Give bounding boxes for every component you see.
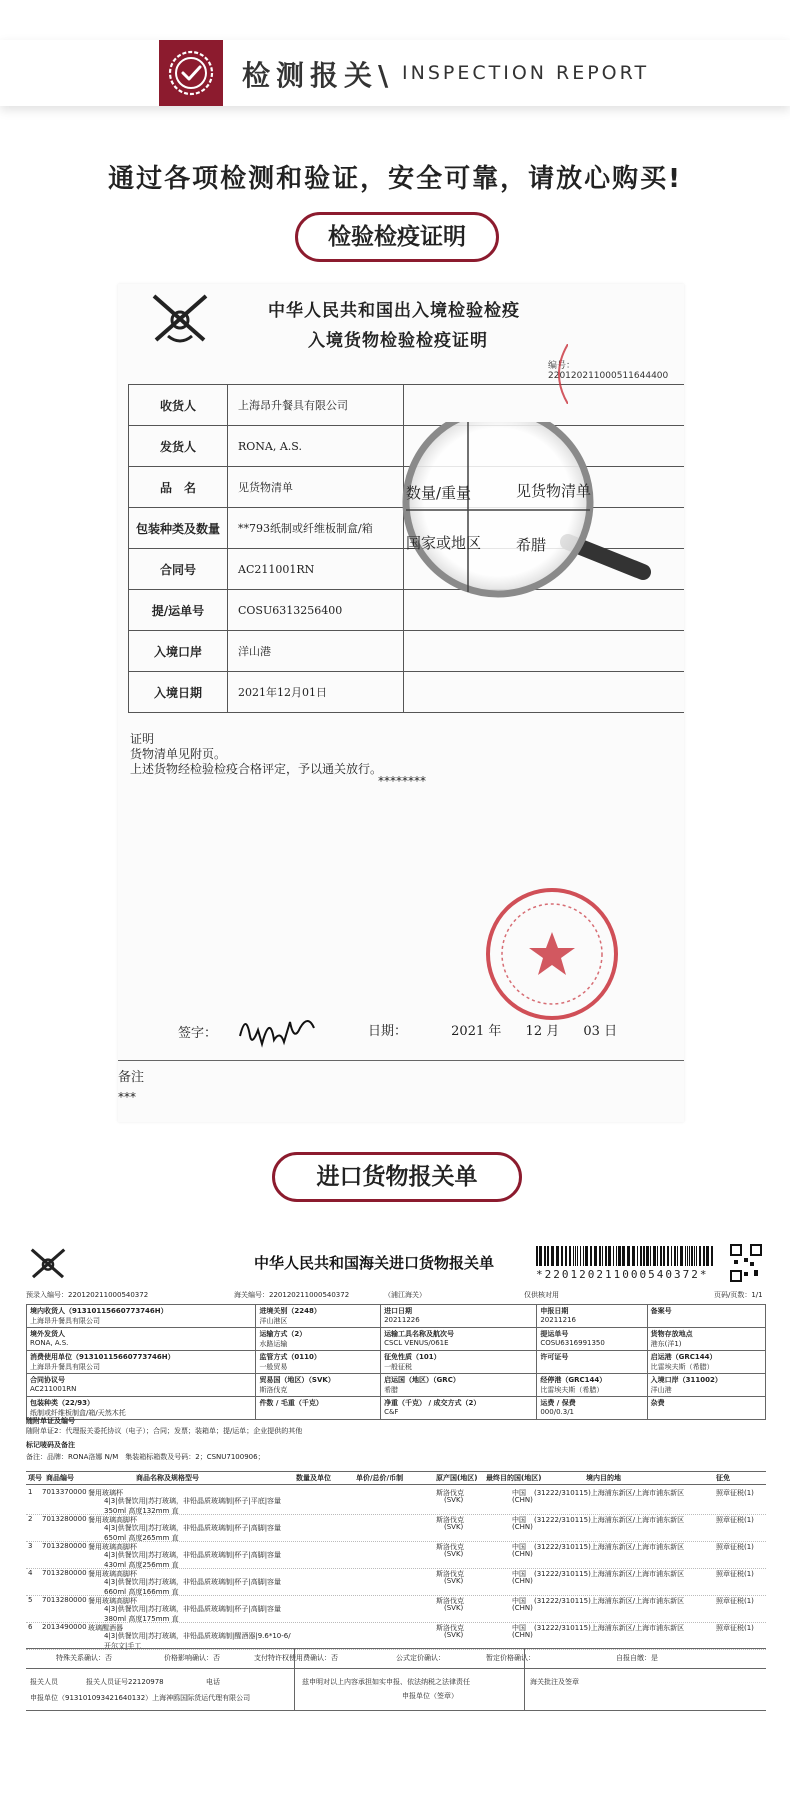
goods-tax: 照章征税(1) bbox=[716, 1570, 754, 1578]
sign-label: 签字： bbox=[178, 1026, 218, 1041]
barcode-bar bbox=[627, 1246, 630, 1266]
declaration-grid-cell bbox=[537, 1374, 647, 1397]
certificate-row-label: 入境日期 bbox=[129, 672, 228, 713]
grid-cell-key: 运输工具名称及航次号 bbox=[384, 1330, 455, 1338]
note-stars: ******** bbox=[378, 774, 426, 788]
declaration-grid-row bbox=[27, 1305, 766, 1328]
declaration-grid-cell bbox=[537, 1328, 647, 1351]
grid-cell-value: CSCL VENUS/061E bbox=[384, 1339, 449, 1347]
grid-cell-value: RONA, A.S. bbox=[30, 1339, 69, 1347]
certificate-row-value: **793纸制或纤维板制盒/箱 bbox=[228, 508, 404, 549]
goods-no: 6 bbox=[28, 1623, 33, 1631]
barcode-bar bbox=[711, 1246, 713, 1266]
note-title: 证明 bbox=[130, 732, 155, 746]
goods-no: 2 bbox=[28, 1515, 33, 1523]
goods-origin-code: (SVK) bbox=[444, 1604, 464, 1612]
header-subtitle: INSPECTION REPORT bbox=[402, 62, 650, 84]
barcode-bar bbox=[577, 1246, 578, 1266]
goods-spec: 4|3|供餐饮用|苏打玻璃，非铅晶质玻璃制|杯子|高脚|容量380ml 高度175mm 直 bbox=[104, 1605, 282, 1623]
goods-name: 餐用玻璃杯 bbox=[88, 1489, 123, 1497]
footer-declarant-no: 报关人员证号22120978 bbox=[86, 1678, 164, 1686]
barcode-bar bbox=[677, 1246, 678, 1266]
goods-place: (31222/310115)上海浦东新区/上海市浦东新区 bbox=[534, 1543, 685, 1551]
goods-dest-code: (CHN) bbox=[512, 1550, 533, 1558]
barcode-bar bbox=[689, 1246, 690, 1266]
grid-cell-value: C&F bbox=[384, 1408, 399, 1416]
barcode-bar bbox=[616, 1246, 617, 1266]
seal-edge-icon bbox=[548, 344, 568, 404]
declaration-grid-cell bbox=[256, 1305, 381, 1328]
declaration-grid-cell bbox=[256, 1351, 381, 1374]
grid-cell-key: 启运港（GRC144） bbox=[650, 1353, 717, 1361]
goods-dest: 中国 bbox=[512, 1597, 526, 1605]
declaration-grid-cell bbox=[647, 1351, 765, 1374]
goods-origin-code: (SVK) bbox=[444, 1550, 464, 1558]
magnifier-r2-label: 国家或地区 bbox=[406, 534, 482, 552]
barcode-bar bbox=[599, 1246, 601, 1266]
footer-statement: 兹申明对以上内容承担如实申报、依法纳税之法律责任 bbox=[302, 1678, 470, 1686]
official-seal-icon bbox=[482, 884, 622, 1024]
ciq-emblem-icon bbox=[148, 290, 212, 348]
grid-cell-value: 20211226 bbox=[384, 1316, 420, 1324]
grid-cell-value: 洋山港区 bbox=[259, 1317, 288, 1325]
barcode-bar bbox=[575, 1246, 576, 1266]
slogan: 通过各项检测和验证，安全可靠，请放心购买! bbox=[108, 164, 682, 194]
goods-header-cell: 最终目的国(地区) bbox=[486, 1474, 542, 1482]
grid-cell-key: 境外发货人 bbox=[30, 1330, 65, 1338]
check-seal-icon bbox=[159, 40, 223, 106]
date-year-unit: 年 bbox=[488, 1024, 502, 1039]
grid-cell-key: 征免性质（101） bbox=[384, 1353, 441, 1361]
footer-provisional: 暂定价格确认： bbox=[486, 1654, 535, 1662]
declaration-grid-cell bbox=[256, 1328, 381, 1351]
barcode-bar bbox=[657, 1246, 658, 1266]
declaration-grid-row bbox=[27, 1374, 766, 1397]
goods-dest-code: (CHN) bbox=[512, 1496, 533, 1504]
declaration-grid-cell bbox=[381, 1328, 537, 1351]
customs-office: （浦江海关） bbox=[384, 1291, 426, 1299]
date-day-unit: 日 bbox=[604, 1024, 618, 1039]
goods-no: 4 bbox=[28, 1569, 33, 1577]
barcode-bar bbox=[594, 1246, 597, 1266]
goods-header-cell: 征免 bbox=[716, 1474, 730, 1482]
goods-place: (31222/310115)上海浦东新区/上海市浦东新区 bbox=[534, 1597, 685, 1605]
grid-cell-value: 一般征税 bbox=[384, 1363, 413, 1371]
goods-origin: 斯洛伐克 bbox=[436, 1624, 464, 1632]
declaration-bottom-border bbox=[26, 1710, 766, 1711]
goods-dest: 中国 bbox=[512, 1516, 526, 1524]
remark-value: *** bbox=[118, 1090, 136, 1104]
barcode-bar bbox=[565, 1246, 567, 1266]
footer-phone: 电话 bbox=[206, 1678, 220, 1686]
barcode-bar bbox=[608, 1246, 611, 1266]
goods-origin: 斯洛伐克 bbox=[436, 1570, 464, 1578]
date-month-unit: 月 bbox=[546, 1024, 560, 1039]
section-label-declaration: 进口货物报关单 bbox=[272, 1152, 522, 1202]
grid-cell-value: 20211216 bbox=[540, 1316, 576, 1324]
declaration-grid-row bbox=[27, 1328, 766, 1351]
barcode-bar bbox=[694, 1246, 695, 1266]
certificate-note bbox=[130, 732, 382, 777]
grid-cell-key: 经停港（GRC144） bbox=[540, 1376, 607, 1384]
goods-place: (31222/310115)上海浦东新区/上海市浦东新区 bbox=[534, 1489, 685, 1497]
barcode-bar bbox=[547, 1246, 549, 1266]
header-logo bbox=[159, 40, 223, 106]
declaration-grid-row bbox=[27, 1351, 766, 1374]
date-year: 2021 bbox=[451, 1024, 485, 1039]
grid-cell-key: 进境关别（2248） bbox=[259, 1307, 321, 1315]
grid-cell-value: 希腊 bbox=[384, 1386, 399, 1394]
barcode-bar bbox=[618, 1246, 621, 1266]
declaration-title: 中华人民共和国海关进口货物报关单 bbox=[254, 1254, 495, 1272]
goods-origin-code: (SVK) bbox=[444, 1523, 464, 1531]
goods-code: 2013490000 bbox=[42, 1623, 87, 1631]
barcode-bar bbox=[561, 1246, 563, 1266]
goods-dest-code: (CHN) bbox=[512, 1631, 533, 1639]
goods-dest: 中国 bbox=[512, 1489, 526, 1497]
footer-col-divider-2 bbox=[524, 1648, 525, 1710]
certificate-row-extra bbox=[404, 631, 685, 672]
barcode-text: *220120211000540372* bbox=[536, 1268, 709, 1281]
declaration-grid-cell bbox=[537, 1305, 647, 1328]
grid-cell-key: 净重（千克） / 成交方式（2） bbox=[384, 1399, 481, 1407]
grid-cell-key: 入境口岸（311002） bbox=[650, 1376, 722, 1384]
grid-cell-value: COSU6316991350 bbox=[540, 1339, 605, 1347]
barcode-bar bbox=[680, 1246, 683, 1266]
header-banner bbox=[0, 40, 790, 106]
grid-cell-key: 贸易国（地区）（SVK） bbox=[259, 1376, 335, 1384]
declaration-footer bbox=[26, 1648, 766, 1702]
barcode-bar bbox=[687, 1246, 688, 1266]
barcode-bar bbox=[551, 1246, 554, 1266]
grid-cell-value: 港东(洋1) bbox=[650, 1340, 682, 1348]
barcode-bar bbox=[691, 1246, 693, 1266]
footer-special: 特殊关系确认：否 bbox=[56, 1654, 112, 1662]
docs-value: 随附单证2：代理报关委托协议（电子）；合同；发票；装箱单；提/运单；企业提供的其他 bbox=[26, 1427, 303, 1435]
grid-cell-key: 杂费 bbox=[650, 1399, 665, 1407]
goods-dest-code: (CHN) bbox=[512, 1604, 533, 1612]
declaration-grid-cell bbox=[256, 1374, 381, 1397]
goods-no: 3 bbox=[28, 1542, 33, 1550]
date-label: 日期： bbox=[368, 1024, 408, 1039]
grid-cell-value: 上海昂升餐具有限公司 bbox=[30, 1317, 100, 1325]
certificate-title-line1: 中华人民共和国出入境检验检疫 bbox=[268, 301, 520, 321]
certificate-row-value: 洋山港 bbox=[228, 631, 404, 672]
remark-label: 备注 bbox=[118, 1070, 145, 1085]
grid-cell-key: 启运国（地区）（GRC） bbox=[384, 1376, 460, 1384]
goods-name: 餐用玻璃高脚杯 bbox=[88, 1597, 137, 1605]
footer-agent: 申报单位（91310109342164013​2）上海神鸥国际货运代理有限公司 bbox=[30, 1694, 251, 1702]
date-day: 03 bbox=[583, 1024, 600, 1039]
barcode-bar bbox=[667, 1246, 669, 1266]
goods-origin-code: (SVK) bbox=[444, 1496, 464, 1504]
footer-royalty: 支付特许权使用费确认：否 bbox=[254, 1654, 338, 1662]
barcode-bar bbox=[583, 1246, 584, 1266]
declaration-grid-cell bbox=[381, 1397, 537, 1420]
goods-dest-code: (CHN) bbox=[512, 1577, 533, 1585]
barcode-bar bbox=[605, 1246, 607, 1266]
certificate-row-label: 收货人 bbox=[129, 385, 228, 426]
barcode-icon bbox=[536, 1246, 716, 1268]
declaration-grid-row bbox=[27, 1397, 766, 1420]
certificate-row-label: 品 名 bbox=[129, 467, 228, 508]
goods-header-cell: 数量及单位 bbox=[296, 1474, 331, 1482]
grid-cell-value: 比雷埃夫斯（希腊） bbox=[650, 1363, 714, 1371]
magnifier-r1-label: 数量/重量 bbox=[406, 484, 472, 502]
barcode-bar bbox=[544, 1246, 546, 1266]
declaration-grid-cell bbox=[27, 1374, 256, 1397]
barcode-bar bbox=[602, 1246, 603, 1266]
declaration-grid-cell bbox=[256, 1397, 381, 1420]
barcode-bar bbox=[580, 1246, 581, 1266]
barcode-bar bbox=[671, 1246, 672, 1266]
goods-header bbox=[26, 1471, 766, 1485]
certificate-row-value: RONA, A.S. bbox=[228, 426, 404, 467]
certificate-row-value: 见货物清单 bbox=[228, 467, 404, 508]
declaration-grid-cell bbox=[537, 1351, 647, 1374]
grid-cell-key: 货物存放地点 bbox=[650, 1330, 693, 1338]
goods-header-cell: 原产国(地区) bbox=[436, 1474, 478, 1482]
barcode-bar bbox=[660, 1246, 662, 1266]
declaration-grid-cell bbox=[381, 1305, 537, 1328]
goods-row bbox=[26, 1486, 766, 1515]
certificate-row-label: 包装种类及数量 bbox=[129, 508, 228, 549]
barcode-bar bbox=[590, 1246, 592, 1266]
goods-origin-code: (SVK) bbox=[444, 1577, 464, 1585]
barcode-bar bbox=[699, 1246, 701, 1266]
barcode-bar bbox=[650, 1246, 651, 1266]
footer-customs-remark: 海关批注及签章 bbox=[530, 1678, 579, 1686]
goods-tax: 照章征税(1) bbox=[716, 1624, 754, 1632]
certificate-row-value: 上海昂升餐具有限公司 bbox=[228, 385, 404, 426]
goods-tax: 照章征税(1) bbox=[716, 1516, 754, 1524]
declaration-grid-cell bbox=[27, 1305, 256, 1328]
grid-cell-key: 进口日期 bbox=[384, 1307, 413, 1315]
marks-value: 备注：品牌：RONA洛娜 N/M 集装箱标箱数及号码：2；CSNU7100906； bbox=[26, 1453, 265, 1461]
grid-cell-key: 境内收货人（91310115660773746H） bbox=[30, 1307, 168, 1315]
marks-label: 标记唛码及备注 bbox=[26, 1441, 75, 1449]
declaration-grid-cell bbox=[647, 1374, 765, 1397]
certificate-title-line2: 入境货物检验检疫证明 bbox=[308, 331, 488, 351]
footer-self-pay: 自报自缴：是 bbox=[616, 1654, 658, 1662]
barcode-bar bbox=[663, 1246, 665, 1266]
grid-cell-value: 比雷埃夫斯（希腊） bbox=[540, 1386, 604, 1394]
section-label-certificate: 检验检疫证明 bbox=[295, 212, 499, 262]
grid-cell-value: 洋山港 bbox=[650, 1386, 672, 1394]
barcode-bar bbox=[569, 1246, 571, 1266]
barcode-bar bbox=[637, 1246, 638, 1266]
barcode-bar bbox=[539, 1246, 542, 1266]
barcode-bar bbox=[585, 1246, 588, 1266]
signature-icon bbox=[236, 1006, 336, 1050]
certificate-row-label: 提/运单号 bbox=[129, 590, 228, 631]
for-verification: 仅供核对用 bbox=[524, 1291, 559, 1299]
inspection-certificate bbox=[118, 284, 684, 1122]
goods-code: 7013280000 bbox=[42, 1569, 87, 1577]
goods-name: 餐用玻璃高脚杯 bbox=[88, 1543, 137, 1551]
header-title: 检测报关\ bbox=[242, 59, 395, 92]
magnifier-r1-value: 见货物清单 bbox=[516, 482, 592, 500]
barcode-bar bbox=[706, 1246, 709, 1266]
declaration-grid bbox=[26, 1304, 766, 1420]
goods-origin: 斯洛伐克 bbox=[436, 1516, 464, 1524]
declaration-grid-cell bbox=[647, 1305, 765, 1328]
footer-divider bbox=[26, 1668, 766, 1669]
grid-cell-value: 水路运输 bbox=[259, 1340, 288, 1348]
goods-spec: 4|3|供餐饮用|苏打玻璃，非铅晶质玻璃制|杯子|高脚|容量430ml 高度256mm 直 bbox=[104, 1551, 282, 1569]
declaration-grid-cell bbox=[381, 1374, 537, 1397]
grid-cell-key: 运输方式（2） bbox=[259, 1330, 307, 1338]
grid-cell-key: 许可证号 bbox=[540, 1353, 569, 1361]
certificate-date bbox=[368, 1020, 617, 1039]
footer-formula: 公式定价确认： bbox=[396, 1654, 445, 1662]
declaration-grid-cell bbox=[381, 1351, 537, 1374]
certificate-row bbox=[129, 672, 685, 713]
page-indicator: 页码/页数：1/1 bbox=[714, 1291, 763, 1299]
goods-place: (31222/310115)上海浦东新区/上海市浦东新区 bbox=[534, 1570, 685, 1578]
grid-cell-value: 000/0.3/1 bbox=[540, 1408, 575, 1416]
barcode-bar bbox=[653, 1246, 656, 1266]
goods-name: 餐用玻璃高脚杯 bbox=[88, 1516, 137, 1524]
grid-cell-key: 消费使用单位（91310115660773746H） bbox=[30, 1353, 175, 1361]
goods-dest: 中国 bbox=[512, 1624, 526, 1632]
qr-code-icon bbox=[730, 1244, 762, 1282]
goods-row bbox=[26, 1594, 766, 1623]
grid-cell-key: 提运单号 bbox=[540, 1330, 569, 1338]
customs-emblem-icon bbox=[28, 1244, 68, 1284]
goods-dest: 中国 bbox=[512, 1543, 526, 1551]
goods-tax: 照章征税(1) bbox=[716, 1597, 754, 1605]
certificate-row-label: 入境口岸 bbox=[129, 631, 228, 672]
certificate-row-extra bbox=[404, 385, 685, 426]
goods-spec: 4|3|供餐饮用|苏打玻璃，非铅晶质玻璃制|醒酒器|9.6*10-6/开尔文|手工 bbox=[104, 1632, 291, 1650]
goods-origin: 斯洛伐克 bbox=[436, 1597, 464, 1605]
barcode-bar bbox=[613, 1246, 614, 1266]
barcode-bar bbox=[696, 1246, 697, 1266]
barcode-bar bbox=[622, 1246, 625, 1266]
barcode-bar bbox=[646, 1246, 649, 1266]
grid-cell-key: 包装种类（22/93） bbox=[30, 1399, 95, 1407]
goods-code: 7013280000 bbox=[42, 1542, 87, 1550]
goods-row bbox=[26, 1621, 766, 1650]
customs-declaration bbox=[24, 1240, 766, 1790]
footer-agent-seal: 申报单位（签章） bbox=[402, 1692, 458, 1700]
goods-code: 7013370000 bbox=[42, 1488, 87, 1496]
declaration-grid-cell bbox=[537, 1397, 647, 1420]
footer-declarant: 报关人员 bbox=[30, 1678, 58, 1686]
declaration-grid-cell bbox=[27, 1351, 256, 1374]
grid-cell-key: 申报日期 bbox=[540, 1307, 569, 1315]
certificate-row-extra bbox=[404, 672, 685, 713]
goods-row bbox=[26, 1567, 766, 1596]
remark-divider bbox=[118, 1060, 684, 1061]
grid-cell-value: 斯洛伐克 bbox=[259, 1386, 288, 1394]
barcode-bar bbox=[685, 1246, 686, 1266]
note-line1: 货物清单见附页。 bbox=[130, 747, 227, 761]
grid-cell-key: 监管方式（0110） bbox=[259, 1353, 321, 1361]
goods-header-cell: 商品名称及规格型号 bbox=[136, 1474, 199, 1482]
grid-cell-key: 备案号 bbox=[650, 1307, 672, 1315]
date-month: 12 bbox=[525, 1024, 543, 1039]
certificate-number: 编号：220120211000511644400 bbox=[548, 361, 669, 381]
goods-dest-code: (CHN) bbox=[512, 1523, 533, 1531]
customs-number: 海关编号：220120211000540372 bbox=[234, 1291, 350, 1299]
goods-spec: 4|3|供餐饮用|苏打玻璃，非铅晶质玻璃制|杯子|高脚|容量660ml 高度166mm 直 bbox=[104, 1578, 282, 1596]
certificate-row bbox=[129, 631, 685, 672]
goods-header-cell: 单价/总价/币制 bbox=[356, 1474, 404, 1482]
pre-entry-number: 预录入编号：220120211000540372 bbox=[26, 1291, 149, 1299]
goods-no: 1 bbox=[28, 1488, 33, 1496]
goods-tax: 照章征税(1) bbox=[716, 1489, 754, 1497]
grid-cell-key: 合同协议号 bbox=[30, 1376, 65, 1384]
barcode-bar bbox=[573, 1246, 574, 1266]
declaration-grid-cell bbox=[27, 1328, 256, 1351]
goods-header-cell: 项号 bbox=[28, 1474, 42, 1482]
goods-origin: 斯洛伐克 bbox=[436, 1489, 464, 1497]
goods-name: 餐用玻璃高脚杯 bbox=[88, 1570, 137, 1578]
goods-no: 5 bbox=[28, 1596, 33, 1604]
grid-cell-value: 一般贸易 bbox=[259, 1363, 288, 1371]
goods-name: 玻璃醒酒器 bbox=[88, 1624, 123, 1632]
goods-header-cell: 境内目的地 bbox=[586, 1474, 621, 1482]
barcode-bar bbox=[703, 1246, 705, 1266]
certificate-row-label: 合同号 bbox=[129, 549, 228, 590]
barcode-bar bbox=[643, 1246, 645, 1266]
certificate-row-value: 2021年12月01日 bbox=[228, 672, 404, 713]
goods-spec: 4|3|供餐饮用|苏打玻璃，非铅晶质玻璃制|杯子|平底|容量350ml 高度132mm 直 bbox=[104, 1497, 282, 1515]
declaration-grid-cell bbox=[647, 1397, 765, 1420]
goods-row bbox=[26, 1540, 766, 1569]
goods-origin: 斯洛伐克 bbox=[436, 1543, 464, 1551]
goods-code: 7013280000 bbox=[42, 1596, 87, 1604]
barcode-bar bbox=[556, 1246, 559, 1266]
certificate-row-label: 发货人 bbox=[129, 426, 228, 467]
goods-row bbox=[26, 1513, 766, 1542]
grid-cell-value: AC211001RN bbox=[30, 1385, 77, 1393]
magnifier-icon bbox=[378, 422, 678, 602]
goods-spec: 4|3|供餐饮用|苏打玻璃，非铅晶质玻璃制|杯子|高脚|容量650ml 高度265mm 直 bbox=[104, 1524, 282, 1542]
declaration-grid-cell bbox=[647, 1328, 765, 1351]
barcode-bar bbox=[640, 1246, 642, 1266]
docs-label: 随附单证及编号 bbox=[26, 1417, 75, 1425]
barcode-bar bbox=[674, 1246, 676, 1266]
footer-col-divider-1 bbox=[294, 1648, 295, 1710]
barcode-bar bbox=[632, 1246, 635, 1266]
magnifier-r2-value: 希腊 bbox=[516, 536, 547, 554]
note-line2: 上述货物经检验检疫合格评定，予以通关放行。 bbox=[130, 762, 383, 776]
barcode-bar bbox=[536, 1246, 538, 1266]
certificate-row bbox=[129, 385, 685, 426]
goods-place: (31222/310115)上海浦东新区/上海市浦东新区 bbox=[534, 1624, 685, 1632]
goods-origin-code: (SVK) bbox=[444, 1631, 464, 1639]
grid-cell-value: 纸制或纤维板制盒/箱/天然木托 bbox=[30, 1409, 126, 1417]
footer-price: 价格影响确认：否 bbox=[164, 1654, 220, 1662]
goods-tax: 照章征税(1) bbox=[716, 1543, 754, 1551]
goods-code: 7013280000 bbox=[42, 1515, 87, 1523]
goods-header-cell: 商品编号 bbox=[46, 1474, 74, 1482]
certificate-row-value: COSU6313256400 bbox=[228, 590, 404, 631]
goods-dest: 中国 bbox=[512, 1570, 526, 1578]
grid-cell-key: 件数 / 毛重（千克） bbox=[259, 1399, 323, 1407]
goods-place: (31222/310115)上海浦东新区/上海市浦东新区 bbox=[534, 1516, 685, 1524]
grid-cell-key: 运费 / 保费 bbox=[540, 1399, 576, 1407]
grid-cell-value: 上海昂升餐具有限公司 bbox=[30, 1363, 100, 1371]
certificate-row-value: AC211001RN bbox=[228, 549, 404, 590]
